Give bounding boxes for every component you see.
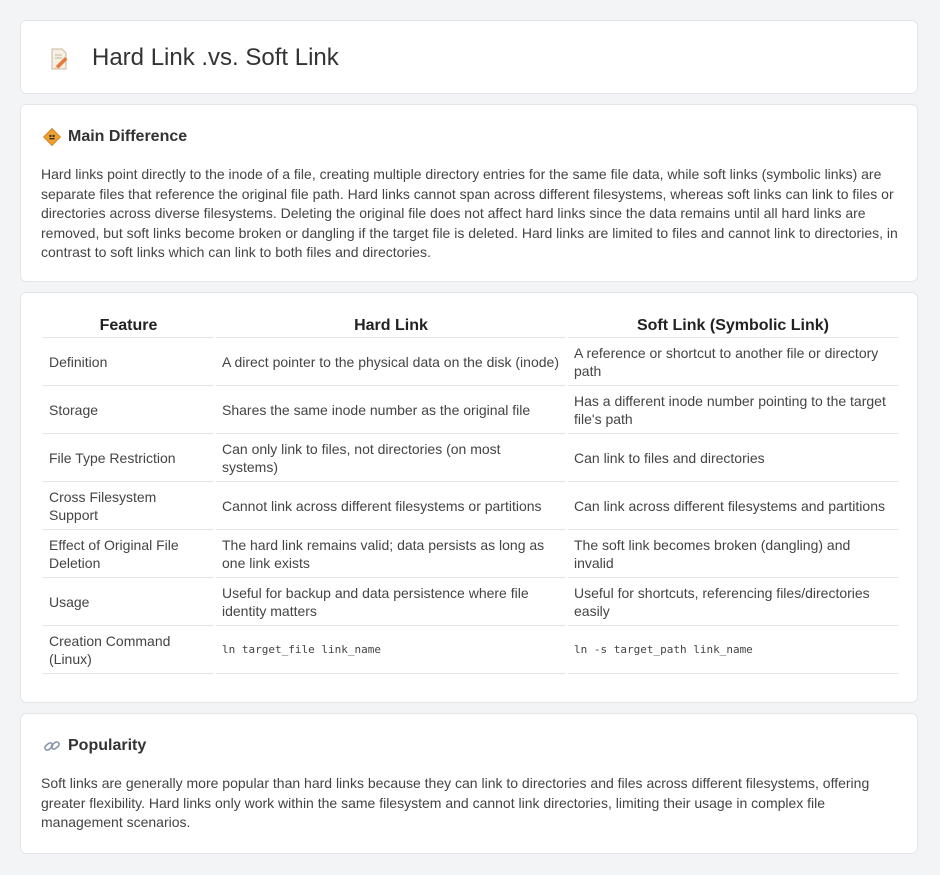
comparison-section [20, 292, 918, 703]
soft-link-cell: The soft link becomes broken (dangling) and invalid [568, 530, 898, 578]
feature-cell: Effect of Original File Deletion [43, 530, 214, 578]
main-difference-heading: Main Difference [68, 128, 188, 145]
hard-link-cell: Can only link to files, not directories (on most systems) [216, 434, 566, 482]
comparison-table [41, 315, 900, 674]
popularity-section [20, 713, 918, 854]
feature-cell: Creation Command (Linux) [43, 626, 214, 674]
popularity-header [43, 736, 146, 756]
road-sign-icon [43, 128, 61, 146]
main-difference-text: Hard links point directly to the inode of a file, creating multiple directory entries for the same file data, while soft links (symbolic links) are separate files that reference the original file path. Hard links cannot span across different filesystems, whereas soft links can link to files or directories across diverse filesystems. Deleting the original file does not affect hard links since the data remains until all hard links are removed, but soft links become broken or dangling if the target file is deleted. Hard links are limited to files and cannot link to directories, in contrast to soft links which can link to both files and directories. [41, 166, 898, 260]
feature-cell: Usage [43, 578, 214, 626]
feature-cell: Storage [43, 386, 214, 434]
soft-link-cell: Useful for shortcuts, referencing files/directories easily [568, 578, 898, 626]
title-card [20, 20, 918, 94]
table-row [43, 386, 898, 434]
popularity-text: Soft links are generally more popular than hard links because they can link to directories and files across different filesystems, offering greater flexibility. Hard links only work within the same filesystem and cannot link directories, limiting their usage in complex file management scenarios. [41, 775, 870, 830]
soft-link-cell: Has a different inode number pointing to the target file's path [568, 386, 898, 434]
link-icon [43, 737, 61, 755]
hard-link-cell: A direct pointer to the physical data on the disk (inode) [216, 338, 566, 386]
feature-cell: Definition [43, 338, 214, 386]
document-pencil-icon [47, 47, 71, 71]
table-row [43, 578, 898, 626]
feature-cell: File Type Restriction [43, 434, 214, 482]
hard-link-cell: Shares the same inode number as the original file [216, 386, 566, 434]
soft-link-cell: Can link to files and directories [568, 434, 898, 482]
hard-link-cell: Cannot link across different filesystems or partitions [216, 482, 566, 530]
soft-link-command: ln -s target_path link_name [568, 626, 898, 674]
popularity-heading: Popularity [68, 737, 147, 754]
table-row [43, 626, 898, 674]
hard-link-command: ln target_file link_name [216, 626, 566, 674]
hard-link-cell: Useful for backup and data persistence where file identity matters [216, 578, 566, 626]
table-header-row [43, 315, 898, 338]
soft-link-cell: A reference or shortcut to another file or directory path [568, 338, 898, 386]
column-header-feature: Feature [43, 315, 214, 338]
feature-cell: Cross Filesystem Support [43, 482, 214, 530]
column-header-soft-link: Soft Link (Symbolic Link) [568, 315, 898, 338]
main-difference-section [20, 104, 918, 282]
page-title: Hard Link .vs. Soft Link [92, 44, 339, 71]
table-row [43, 482, 898, 530]
main-difference-header [43, 127, 187, 147]
table-row [43, 338, 898, 386]
table-row [43, 530, 898, 578]
hard-link-cell: The hard link remains valid; data persists as long as one link exists [216, 530, 566, 578]
table-row [43, 434, 898, 482]
column-header-hard-link: Hard Link [216, 315, 566, 338]
soft-link-cell: Can link across different filesystems and partitions [568, 482, 898, 530]
